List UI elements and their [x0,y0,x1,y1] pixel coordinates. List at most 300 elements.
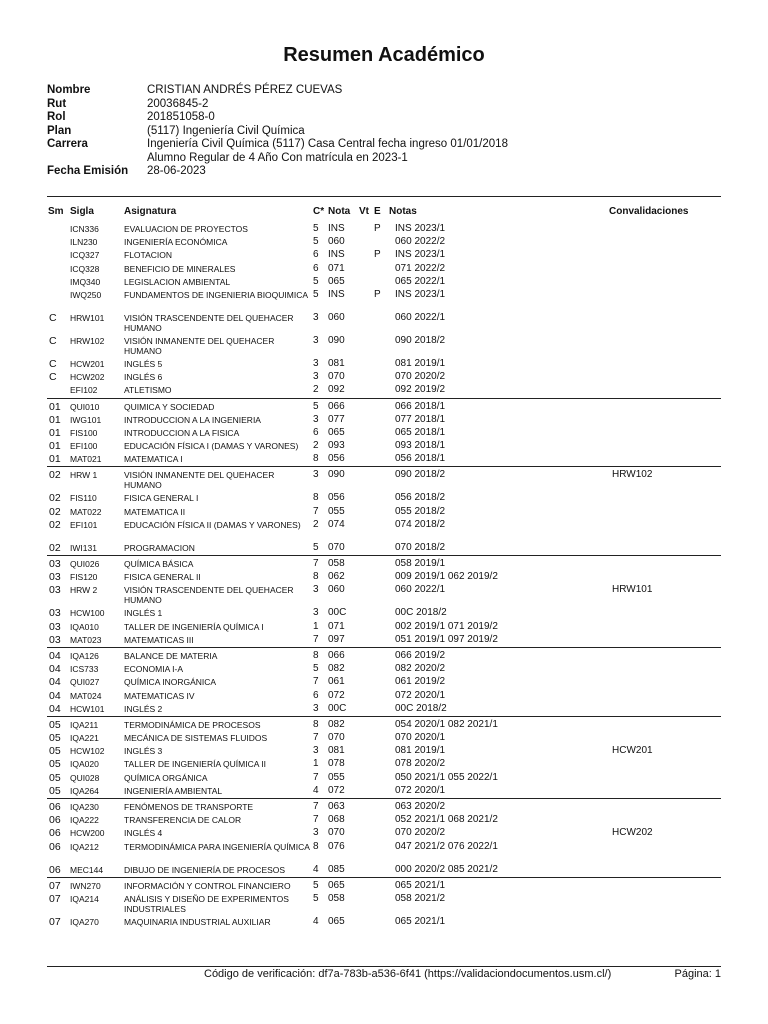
nota-cell: INS [328,288,345,300]
semester-cell: C [49,371,57,384]
notas-cell: 056 2018/1 [395,453,446,465]
notas-cell: 00C 2018/2 [395,702,447,714]
table-row [0,771,768,784]
sigla-cell: MAT022 [70,506,102,517]
nota-cell: 070 [328,541,345,553]
asignatura-cell: VISIÓN TRASCENDENTE DEL QUEHACER HUMANO [124,312,294,333]
table-row [0,557,768,570]
semester-cell: 02 [49,469,61,482]
asignatura-cell: TALLER DE INGENIERÍA QUÍMICA II [124,759,267,770]
asignatura-cell: INGLÉS 6 [124,372,163,383]
semester-cell: 05 [49,745,61,758]
semester-cell: 03 [49,633,61,646]
notas-cell: INS 2023/1 [395,288,446,300]
table-row [0,800,768,813]
semester-cell: 01 [49,440,61,453]
notas-cell: 065 2021/1 [395,915,446,927]
table-row [0,675,768,688]
asignatura-cell: MAQUINARIA INDUSTRIAL AUXILIAR [124,916,271,927]
sigla-cell: ICS733 [70,664,99,675]
nota-cell: 071 [328,620,345,632]
asignatura-cell: INGLÉS 3 [124,746,163,757]
creditos-cell: 4 [313,863,319,875]
grades-table [0,222,768,928]
asignatura-cell: FISICA GENERAL II [124,572,201,583]
sigla-cell: MAT024 [70,690,102,701]
notas-cell: 072 2020/1 [395,689,446,701]
asignatura-cell: DIBUJO DE INGENIERÍA DE PROCESOS [124,864,286,875]
sigla-cell: QUI010 [70,401,100,412]
semester-cell: 02 [49,505,61,518]
nota-cell: 071 [328,262,345,274]
asignatura-cell: TRANSFERENCIA DE CALOR [124,815,242,826]
sigla-cell: IQA230 [70,802,99,812]
creditos-cell: 8 [313,718,319,730]
creditos-cell: 7 [313,732,319,744]
notas-cell: 074 2018/2 [395,518,446,530]
asignatura-cell: BENEFICIO DE MINERALES [124,263,236,274]
table-row [0,570,768,583]
nota-cell: 066 [328,649,345,661]
notas-cell: 077 2018/1 [395,413,446,425]
asignatura-cell: TALLER DE INGENIERÍA QUÍMICA I [124,621,264,632]
notas-cell: 00C 2018/2 [395,607,447,619]
table-row [0,784,768,797]
creditos-cell: 5 [313,879,319,891]
notas-cell: 054 2020/1 082 2021/1 [395,718,498,730]
nota-cell: 060 [328,311,345,323]
table-row [0,275,768,288]
notas-cell: 058 2021/2 [395,892,446,904]
nota-cell: 072 [328,784,345,796]
creditos-cell: 3 [313,413,319,425]
info-value: 201851058-0 [147,111,215,123]
table-row [0,370,768,383]
table-row [0,235,768,248]
sigla-cell: IMQ340 [70,276,101,287]
creditos-cell: 2 [313,384,319,396]
semester-cell: 05 [49,758,61,771]
table-row [0,468,768,491]
sigla-cell: ILN230 [70,237,98,248]
semester-cell: 03 [49,620,61,633]
asignatura-cell: EDUCACIÓN FÍSICA II (DAMAS Y VARONES) [124,519,301,530]
creditos-cell: 3 [313,371,319,383]
col-creditos-header: C* [313,206,325,217]
col-vt-header: Vt [359,206,369,217]
notas-cell: 047 2021/2 076 2022/1 [395,840,498,852]
sigla-cell: FIS100 [70,427,98,438]
info-row [47,165,727,179]
info-row [47,152,727,166]
notas-cell: 072 2020/1 [395,784,446,796]
nota-cell: 065 [328,275,345,287]
asignatura-cell: INTRODUCCION A LA FISICA [124,427,240,438]
notas-cell: 090 2018/2 [395,469,446,481]
info-row [47,98,727,112]
creditos-cell: 6 [313,426,319,438]
creditos-cell: 8 [313,840,319,852]
semester-cell: 04 [49,649,61,662]
table-row [0,718,768,731]
sigla-cell: HRW 2 [70,585,98,596]
notas-cell: 060 2022/1 [395,311,446,323]
semester-separator [47,466,721,467]
sigla-cell: HCW200 [70,828,105,839]
asignatura-cell: MECÁNICA DE SISTEMAS FLUIDOS [124,733,268,744]
info-row [47,111,727,125]
creditos-cell: 3 [313,311,319,323]
asignatura-cell: QUIMICA Y SOCIEDAD [124,401,215,412]
col-sm-header: Sm [48,206,64,217]
notas-cell: 063 2020/2 [395,801,446,812]
creditos-cell: 8 [313,453,319,465]
creditos-cell: 3 [313,702,319,714]
notas-cell: 070 2020/2 [395,371,446,383]
notas-cell: 060 2022/2 [395,236,446,248]
asignatura-cell: TERMODINÁMICA PARA INGENIERÍA QUÍMICA [124,841,310,852]
nota-cell: 092 [328,384,345,396]
semester-cell: 03 [49,584,61,597]
col-sigla-header: Sigla [70,206,94,217]
sigla-cell: IQA010 [70,621,99,632]
nota-cell: 055 [328,505,345,517]
asignatura-cell: FISICA GENERAL I [124,493,199,504]
verification-code: Código de verificación: df7a-783b-a536-6f41 (https://validaciondocumentos.usm.cl/) [204,968,612,980]
sigla-cell: QUI027 [70,677,100,688]
asignatura-cell: INGLÉS 2 [124,703,163,714]
creditos-cell: 7 [313,558,319,569]
nota-cell: 070 [328,371,345,383]
semester-cell: 02 [49,492,61,505]
sigla-cell: FIS120 [70,572,98,583]
semester-cell: 06 [49,814,61,827]
creditos-cell: 6 [313,689,319,701]
nota-cell: 061 [328,676,345,688]
creditos-cell: 3 [313,827,319,839]
semester-separator [47,555,721,556]
creditos-cell: 7 [313,676,319,688]
notas-cell: 081 2019/1 [395,745,446,757]
creditos-cell: 5 [313,541,319,553]
notas-cell: 052 2021/1 068 2021/2 [395,814,498,826]
table-row [0,248,768,261]
creditos-cell: 3 [313,584,319,596]
asignatura-cell: MATEMATICA I [124,454,183,465]
notas-cell: 090 2018/2 [395,334,446,346]
nota-cell: 081 [328,745,345,757]
sigla-cell: HRW101 [70,312,105,323]
semester-cell: 05 [49,771,61,784]
asignatura-cell: QUÍMICA ORGÁNICA [124,772,208,783]
table-row [0,357,768,370]
sigla-cell: IQA264 [70,785,99,796]
creditos-cell: 7 [313,505,319,517]
asignatura-cell: EVALUACION DE PROYECTOS [124,224,248,234]
table-row [0,400,768,413]
notas-cell: 002 2019/1 071 2019/2 [395,620,498,632]
asignatura-cell: QUÍMICA INORGÁNICA [124,677,217,688]
asignatura-cell: TERMODINÁMICA DE PROCESOS [124,719,261,730]
convalidacion-cell: HCW201 [612,745,653,757]
table-row [0,744,768,757]
info-value: (5117) Ingeniería Civil Química [147,124,305,137]
creditos-cell: 7 [313,771,319,783]
table-row [0,583,768,606]
sigla-cell: MAT021 [70,454,102,465]
semester-cell: C [49,311,57,324]
semester-separator [47,877,721,878]
creditos-cell: 5 [313,275,319,287]
asignatura-cell: MATEMATICAS III [124,634,194,645]
asignatura-cell: INGLÉS 5 [124,358,163,369]
nota-cell: 063 [328,801,345,812]
notas-cell: 081 2019/1 [395,357,446,369]
nota-cell: 082 [328,663,345,675]
table-row [0,439,768,452]
nota-cell: 070 [328,732,345,744]
table-row [0,702,768,715]
notas-cell: 058 2019/1 [395,558,446,569]
estado-cell: P [374,223,381,234]
semester-cell: 06 [49,801,61,813]
info-row [47,125,727,139]
nota-cell: INS [328,223,345,234]
table-row [0,541,768,554]
creditos-cell: 3 [313,357,319,369]
sigla-cell: HCW202 [70,372,105,383]
creditos-cell: 2 [313,440,319,452]
table-row [0,505,768,518]
creditos-cell: 2 [313,518,319,530]
semester-cell: C [49,357,57,370]
nota-cell: 090 [328,334,345,346]
col-convalidaciones-header: Convalidaciones [609,206,689,217]
asignatura-cell: EDUCACIÓN FÍSICA I (DAMAS Y VARONES) [124,441,299,452]
sigla-cell: ICQ328 [70,263,100,274]
asignatura-cell: INGENIERÍA ECONÓMICA [124,237,228,248]
nota-cell: 093 [328,440,345,452]
info-label: Rol [47,111,66,123]
creditos-cell: 5 [313,892,319,904]
col-asignatura-header: Asignatura [124,206,177,217]
table-row [0,840,768,863]
asignatura-cell: VISIÓN TRASCENDENTE DEL QUEHACER HUMANO [124,585,294,606]
table-row [0,879,768,892]
sigla-cell: HCW102 [70,746,105,757]
creditos-cell: 7 [313,633,319,645]
table-row [0,689,768,702]
asignatura-cell: VISIÓN INMANENTE DEL QUEHACER HUMANO [124,470,275,491]
semester-separator [47,647,721,648]
table-row [0,915,768,928]
info-value: 20036845-2 [147,97,209,110]
notas-cell: 070 2020/2 [395,827,446,839]
notas-cell: INS 2023/1 [395,249,446,261]
nota-cell: 058 [328,558,345,569]
asignatura-cell: FUNDAMENTOS DE INGENIERIA BIOQUIMICA [124,289,309,300]
table-row [0,518,768,541]
col-notas-header: Notas [389,206,417,217]
table-row [0,262,768,275]
nota-cell: 090 [328,469,345,481]
semester-cell: 07 [49,879,61,892]
info-value: Alumno Regular de 4 Año Con matrícula en 2023-1 [147,151,408,164]
info-label: Nombre [47,84,91,96]
creditos-cell: 5 [313,400,319,412]
nota-cell: 065 [328,915,345,927]
asignatura-cell: INFORMACIÓN Y CONTROL FINANCIERO [124,880,291,891]
nota-cell: 056 [328,453,345,465]
semester-cell: 04 [49,689,61,702]
notas-cell: 060 2022/1 [395,584,446,596]
creditos-cell: 5 [313,663,319,675]
nota-cell: 056 [328,492,345,504]
nota-cell: 062 [328,571,345,583]
asignatura-cell: INGENIERÍA AMBIENTAL [124,785,223,796]
sigla-cell: MAT023 [70,634,102,645]
notas-cell: 009 2019/1 062 2019/2 [395,571,498,583]
table-row [0,491,768,504]
convalidacion-cell: HRW102 [612,469,653,481]
table-row [0,334,768,357]
notas-cell: 065 2021/1 [395,879,446,891]
info-label: Fecha Emisión [47,165,129,177]
table-row [0,426,768,439]
table-row [0,662,768,675]
table-row [0,757,768,770]
nota-cell: 068 [328,814,345,826]
info-value: Ingeniería Civil Química (5117) Casa Central fecha ingreso 01/01/2018 [147,138,508,150]
table-row [0,633,768,646]
semester-cell: 01 [49,426,61,439]
table-row [0,606,768,619]
info-row [47,138,727,152]
sigla-cell: IQA270 [70,916,99,927]
sigla-cell: ICQ327 [70,250,100,261]
sigla-cell: IWN270 [70,880,101,891]
semester-cell: 04 [49,702,61,715]
creditos-cell: 6 [313,249,319,261]
notas-cell: 078 2020/2 [395,758,446,770]
nota-cell: 082 [328,718,345,730]
notas-cell: 082 2020/2 [395,663,446,675]
sigla-cell: HCW100 [70,608,105,619]
asignatura-cell: QUÍMICA BÁSICA [124,559,194,569]
asignatura-cell: PROGRAMACION [124,542,195,553]
nota-cell: 076 [328,840,345,852]
convalidacion-cell: HCW202 [612,827,653,839]
info-row [47,84,727,98]
asignatura-cell: INGLÉS 4 [124,828,163,839]
notas-cell: 092 2019/2 [395,384,446,396]
asignatura-cell: LEGISLACION AMBIENTAL [124,276,231,287]
sigla-cell: IWI131 [70,542,97,553]
notas-cell: 061 2019/2 [395,676,446,688]
table-row [0,826,768,839]
sigla-cell: IWQ250 [70,289,102,300]
sigla-cell: FIS110 [70,493,97,504]
info-value: 28-06-2023 [147,165,206,177]
creditos-cell: 3 [313,745,319,757]
creditos-cell: 7 [313,801,319,812]
nota-cell: 097 [328,633,345,645]
sigla-cell: IQA222 [70,815,99,826]
sigla-cell: HRW 1 [70,470,98,481]
estado-cell: P [374,288,381,300]
nota-cell: 058 [328,892,345,904]
sigla-cell: HCW101 [70,703,105,714]
notas-cell: 051 2019/1 097 2019/2 [395,633,498,645]
sigla-cell: MEC144 [70,864,104,875]
nota-cell: 00C [328,607,347,619]
nota-cell: 081 [328,357,345,369]
semester-cell: 05 [49,784,61,797]
asignatura-cell: ANÁLISIS Y DISEÑO DE EXPERIMENTOS INDUSTRIALES [124,893,289,914]
creditos-cell: 1 [313,620,319,632]
sigla-cell: IQA126 [70,650,99,661]
info-label [47,152,147,166]
semester-cell: 07 [49,915,61,928]
semester-cell: 03 [49,571,61,584]
table-row [0,731,768,744]
notas-cell: 056 2018/2 [395,492,446,504]
nota-cell: 055 [328,771,345,783]
creditos-cell: 5 [313,236,319,248]
creditos-cell: 4 [313,784,319,796]
nota-cell: 065 [328,879,345,891]
table-row [0,288,768,311]
notas-cell: 066 2018/1 [395,400,446,412]
page-title: Resumen Académico [283,44,485,66]
table-row [0,383,768,396]
semester-cell: C [49,334,57,347]
semester-cell: 04 [49,676,61,689]
asignatura-cell: VISIÓN INMANENTE DEL QUEHACER HUMANO [124,335,275,356]
semester-cell: 01 [49,400,61,413]
notas-cell: 065 2022/1 [395,275,446,287]
nota-cell: 077 [328,413,345,425]
header-top-rule [47,196,721,197]
creditos-cell: 8 [313,571,319,583]
creditos-cell: 4 [313,915,319,927]
sigla-cell: QUI028 [70,772,100,783]
semester-cell: 05 [49,732,61,745]
asignatura-cell: FLOTACION [124,250,173,261]
semester-cell: 04 [49,663,61,676]
notas-cell: 093 2018/1 [395,440,446,452]
semester-cell: 06 [49,840,61,853]
notas-cell: 065 2018/1 [395,426,446,438]
semester-cell: 03 [49,558,61,570]
semester-cell: 01 [49,413,61,426]
asignatura-cell: BALANCE DE MATERIA [124,650,218,661]
table-row [0,222,768,235]
col-nota-header: Nota [328,206,351,217]
creditos-cell: 5 [313,223,319,234]
sigla-cell: IQA214 [70,893,99,904]
nota-cell: 060 [328,584,345,596]
table-row [0,892,768,915]
semester-cell: 01 [49,453,61,466]
notas-cell: 055 2018/2 [395,505,446,517]
col-e-header: E [374,206,381,217]
nota-cell: 065 [328,426,345,438]
sigla-cell: HRW102 [70,335,105,346]
creditos-cell: 8 [313,492,319,504]
nota-cell: 00C [328,702,347,714]
semester-cell: 02 [49,518,61,531]
